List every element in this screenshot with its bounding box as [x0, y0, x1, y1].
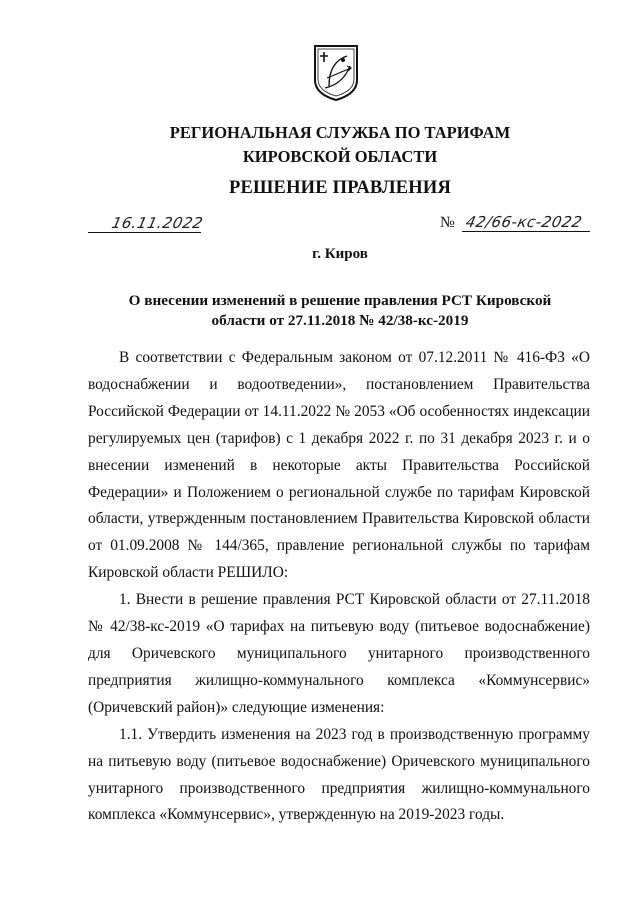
document-number-line — [462, 211, 590, 232]
organization-name — [60, 121, 620, 169]
document-city: г. Киров — [312, 246, 368, 262]
document-number: 42/66-кс-2022 — [464, 213, 584, 231]
document-date-field — [88, 212, 205, 233]
number-sign: № — [440, 214, 455, 231]
subject-line2: области от 27.11.2018 № 42/38-кс-2019 — [211, 312, 469, 329]
organization-name-line2: КИРОВСКОЙ ОБЛАСТИ — [242, 147, 438, 166]
document-kind: РЕШЕНИЕ ПРАВЛЕНИЯ — [228, 178, 452, 198]
body-paragraph-preamble: В соответствии с Федеральным законом от 07.12.2011 № 416-ФЗ «О водоснабжении и водоотведении», постановлением Правительства Российской Федерации от 14.11.2022 № 2053 «Об особенностях индексации регулируемых цен (тарифов) с 1 декабря 2022 г. по 31 декабря 2023 г. и о внесении изменений в некоторые акты Правительства Российской Федерации» и Положением о региональной службе по тарифам Кировской области, утвержденным постановлением Правительства Кировской области от 01.09.2008 № 144/365, правление региональной службы по тарифам Кировской области РЕШИЛО: — [88, 349, 590, 582]
body-paragraph-item-1: 1. Внести в решение правления РСТ Кировской области от 27.11.2018 № 42/38-кс-2019 «О тарифах на питьевую воду (питьевое водоснабжение) для Оричевского муниципального унитарного производственного предприятия жилищно-коммунального комплекса «Коммунсервис» (Оричевский район)» следующие изменения: — [88, 591, 590, 716]
organization-name-line1: РЕГИОНАЛЬНАЯ СЛУЖБА ПО ТАРИФАМ — [169, 123, 511, 142]
document-subject — [90, 291, 590, 331]
subject-line1: О внесении изменений в решение правления РСТ Кировской — [128, 292, 552, 309]
coat-of-arms-icon — [313, 44, 359, 102]
document-number-field — [440, 212, 590, 232]
document-date: 16.11.2022 — [110, 214, 205, 232]
document-body — [88, 345, 590, 829]
body-paragraph-item-1-1: 1.1. Утвердить изменения на 2023 год в производственную программу на питьевую воду (питьевое водоснабжение) Оричевского муниципального унитарного производственного предприятия жилищно-коммунального комплекса «Коммунсервис», утвержденную на 2019-2023 годы. — [88, 725, 590, 824]
